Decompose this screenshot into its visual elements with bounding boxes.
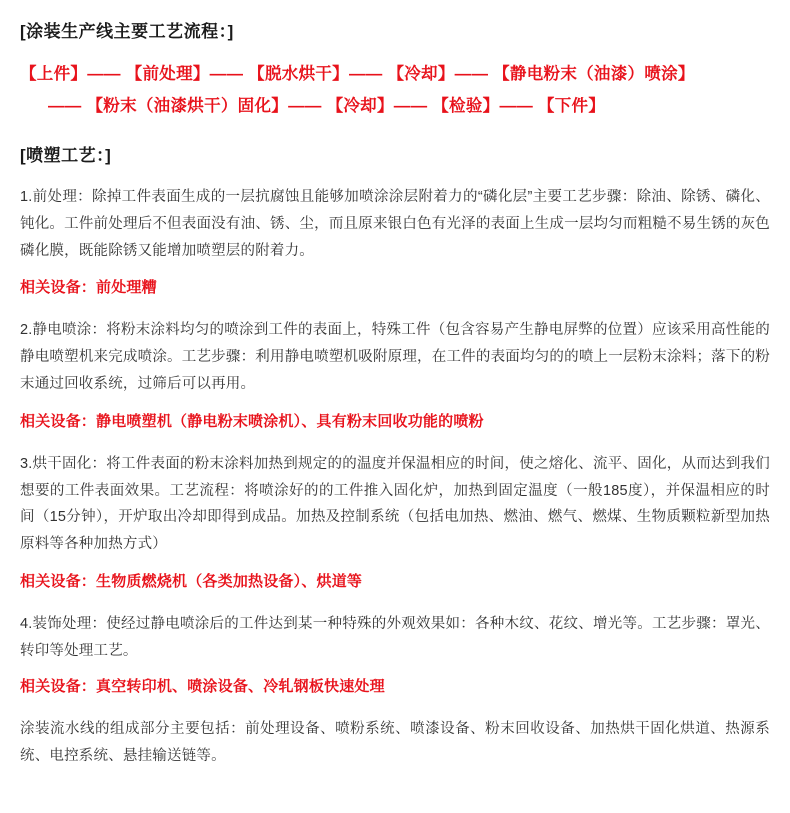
equipment-value-3: 生物质燃烧机（各类加热设备）、烘道等 (96, 573, 363, 591)
step-body-2: 2.静电喷涂：将粉末涂料均匀的喷涂到工件的表面上，特殊工件（包含容易产生静电屏弊的位置）应该采用高性能的静电喷塑机来完成喷涂。工艺步骤：利用静电喷塑机吸附原理，在工件的表面均匀的的喷上一层粉末涂料；落下的粉末通过回收系统，过筛后可以再用。 (20, 322, 770, 392)
equipment-value-4: 真空转印机、喷涂设备、冷轧钢板快速处理 (96, 677, 385, 695)
process-flow-line-1: 【上件】—— 【前处理】—— 【脱水烘干】—— 【冷却】—— 【静电粉末（油漆）喷涂】 (20, 64, 695, 83)
equipment-label-4: 相关设备： (20, 677, 97, 695)
summary-paragraph: 涂装流水线的组成部分主要包括：前处理设备、喷粉系统、喷漆设备、粉末回收设备、加热烘干固化烘道、热源系统、电控系统、悬挂输送链等。 (20, 720, 770, 764)
equipment-label-3: 相关设备： (20, 573, 97, 591)
step-equipment-3 (20, 568, 770, 595)
step-equipment-4 (20, 673, 770, 700)
step-body-3: 3.烘干固化：将工件表面的粉末涂料加热到规定的的温度并保温相应的时间，使之熔化、流平、固化，从而达到我们想要的工件表面效果。工艺流程：将喷涂好的的工件推入固化炉，加热到固定温度（一般185度），并保温相应的时间（15分钟），开炉取出冷却即得到成品。加热及控制系统（包括电加热、燃油、燃气、燃煤、生物质颗粒新型加热原料等各种加热方式） (20, 455, 770, 553)
step-body-1: 1.前处理：除掉工件表面生成的一层抗腐蚀且能够加喷涂涂层附着力的“磷化层”主要工艺步骤：除油、除锈、磷化、钝化。工件前处理后不但表面没有油、锈、尘，而且原来银白色有光泽的表面上生成一层均匀而粗糙不易生锈的灰色磷化膜，既能除锈又能增加喷塑层的附着力。 (20, 188, 770, 259)
equipment-label-2: 相关设备： (20, 412, 97, 430)
process-flow-line-2: —— 【粉末（油漆烘干）固化】—— 【冷却】—— 【检验】—— 【下件】 (48, 96, 606, 115)
equipment-value-2: 静电喷塑机（静电粉末喷涂机）、具有粉末回收功能的喷粉 (96, 412, 484, 430)
step-equipment-1 (20, 274, 770, 301)
equipment-label-1: 相关设备： (20, 279, 97, 297)
page-title: [涂装生产线主要工艺流程：] (20, 22, 234, 41)
equipment-value-1: 前处理糟 (96, 279, 157, 297)
step-equipment-2 (20, 408, 770, 435)
step-body-4: 4.装饰处理：使经过静电喷涂后的工件达到某一种特殊的外观效果如：各种木纹、花纹、增光等。工艺步骤：罩光、转印等处理工艺。 (20, 616, 770, 659)
process-flow-diagram (20, 58, 770, 122)
section-title-spray-process: [喷塑工艺：] (20, 146, 112, 166)
